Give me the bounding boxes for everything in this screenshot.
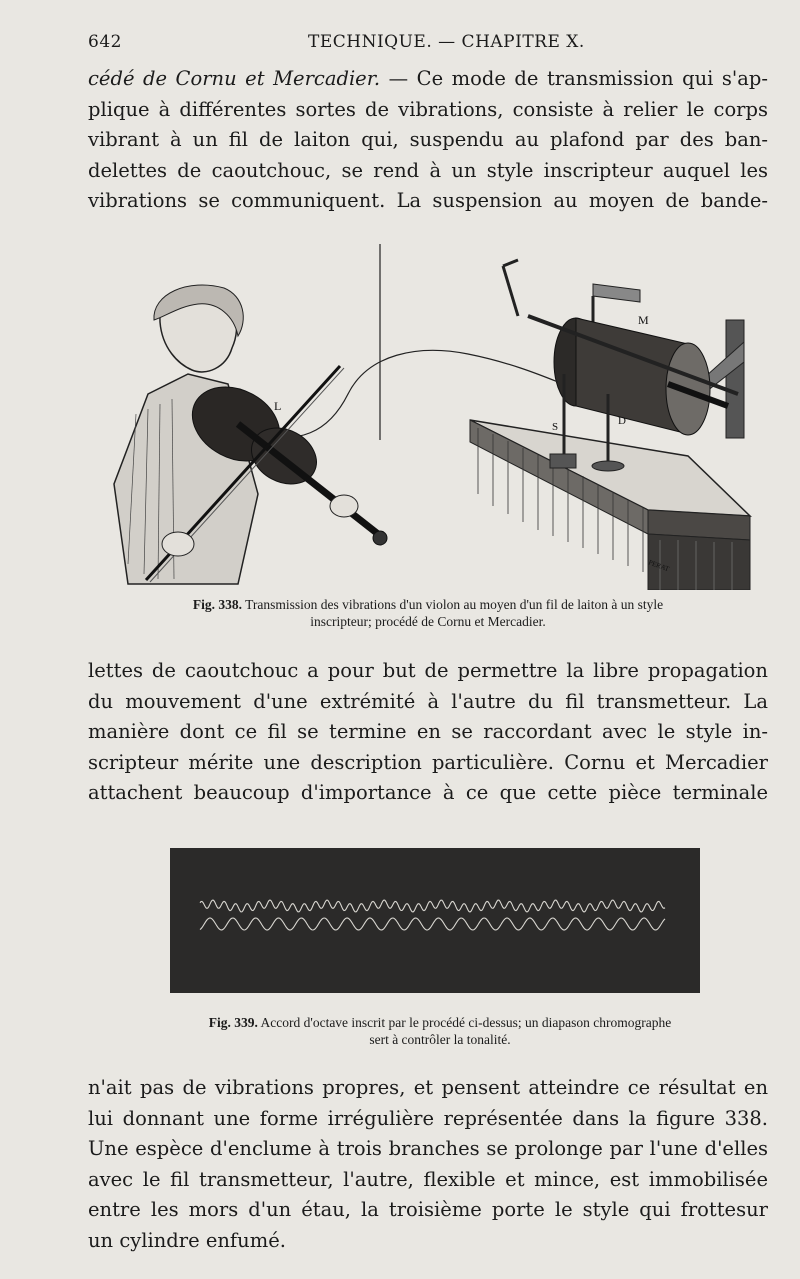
transmission-wire: [256, 350, 558, 437]
paragraph-3-line: Une espèce d'enclume à trois branches se prolonge par l'une d'elles: [88, 1137, 768, 1160]
label-m: M: [638, 313, 649, 327]
label-d: D: [618, 415, 626, 427]
running-title: TECHNIQUE. — CHAPITRE X.: [308, 32, 585, 52]
paragraph-2-line: scripteur mérite une description particulière. Cornu et Mercadier: [88, 750, 768, 774]
caption-text: Transmission des vibrations d'un violon au moyen d'un fil de laiton à un style: [242, 597, 664, 612]
paragraph-2-line: du mouvement d'une extrémité à l'autre du fil transmetteur. La: [88, 689, 768, 713]
paragraph-1-line: plique à différentes sortes de vibrations, consiste à relier le corps: [88, 97, 768, 121]
italic-lead: cédé de Cornu et Mercadier.: [88, 67, 381, 90]
paragraph-3-line: entre les mors d'un étau, la troisième porte le style qui frottesur: [88, 1198, 768, 1221]
caption-label: Fig. 338.: [192, 597, 243, 612]
paragraph-3: [88, 1073, 768, 1256]
paragraph-3-line: n'ait pas de vibrations propres, et pensent atteindre ce résultat en: [88, 1076, 768, 1099]
label-s: S: [552, 421, 559, 433]
violinist-drawing: [114, 285, 387, 584]
figure-338-caption: [112, 596, 744, 630]
paragraph-2-line: manière dont ce fil se termine en se raccordant avec le style in-: [88, 720, 768, 743]
paragraph-1-line: delettes de caoutchouc, se rend à un style inscripteur auquel les: [88, 158, 768, 182]
paragraph-1-line: vibrations se communiquent. La suspension au moyen de bande-: [88, 189, 768, 212]
caption-text: inscripteur; procédé de Cornu et Mercadier.: [310, 614, 546, 629]
paragraph-1-line: vibrant à un fil de laiton qui, suspendu au plafond par des ban-: [88, 128, 768, 151]
caption-label: Fig. 339.: [208, 1015, 258, 1030]
paragraph-3-line: un cylindre enfumé.: [88, 1228, 286, 1252]
paragraph-2-line: lettes de caoutchouc a pour but de permettre la libre propagation: [88, 659, 768, 682]
caption-text: Accord d'octave inscrit par le procédé ci-dessus; un diapason chromographe: [257, 1015, 672, 1030]
page-number: 642: [88, 32, 122, 52]
engraver-signature: PERAT: [647, 558, 671, 574]
paragraph-3-line: lui donnant une forme irrégulière représentée dans la figure 338.: [88, 1106, 768, 1130]
figure-339-caption: [140, 1014, 740, 1048]
paragraph-2: [88, 656, 768, 809]
figure-338-illustration: [88, 244, 760, 590]
caption-text: sert à contrôler la tonalité.: [369, 1032, 511, 1047]
page-header: [88, 32, 764, 56]
paragraph-2-line: attachent beaucoup d'importance à ce que cette pièce terminale: [88, 781, 768, 804]
label-l: L: [274, 399, 282, 413]
table-drawing: [470, 420, 750, 590]
paragraph-1-line: cédé de Cornu et Mercadier. — Ce mode de transmission qui s'ap-: [88, 67, 768, 90]
figure-339-smoked-trace: [170, 848, 700, 993]
paragraph-1: [88, 64, 768, 217]
paragraph-3-line: avec le fil transmetteur, l'autre, flexible et mince, est immobilisée: [88, 1167, 768, 1191]
